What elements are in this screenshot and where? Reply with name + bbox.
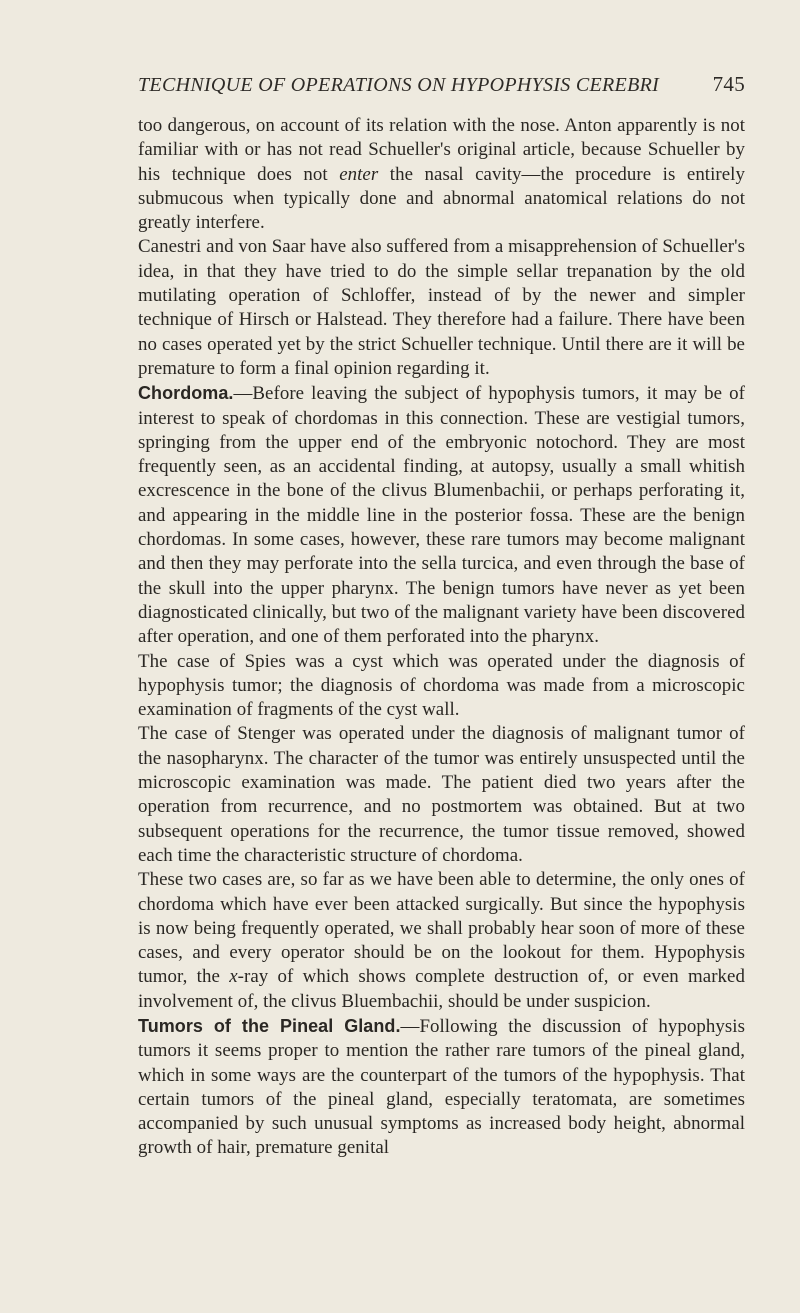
paragraph-stenger bbox=[138, 722, 745, 868]
running-head bbox=[138, 72, 745, 97]
running-head-title: TECHNIQUE OF OPERATIONS ON HYPOPHYSIS CEREBRI bbox=[138, 74, 660, 96]
section-heading-chordoma: Chordoma. bbox=[138, 383, 234, 404]
paragraph-chordoma bbox=[138, 381, 745, 649]
paragraph-text: too dangerous, on account of its relation with the nose. Anton apparently is not familiar with or has not read Schueller's original article, because Schueller by his technique does not bbox=[138, 115, 745, 185]
paragraph-text: -ray of which shows complete destruction of, or even marked involvement of, the clivus Bluembachii, should be under suspicion. bbox=[138, 966, 745, 1012]
body-text bbox=[138, 114, 745, 1161]
paragraph-pineal bbox=[138, 1014, 745, 1161]
paragraph-text: The case of Spies was a cyst which was operated under the diagnosis of hypophysis tumor; the diagnosis of chordoma was made from a microscopic examination of fragments of the cyst wall. bbox=[138, 650, 745, 721]
paragraph-text: —Following the discussion of hypophysis tumors it seems proper to mention the rather rare tumors of the pineal gland, which in some ways are the counterpart of the tumors of the hypophysis. That certain tumors of the pineal gland, especially teratomata, are sometimes accompanied by such unusual symptoms as increased body height, abnormal growth of hair, premature genital bbox=[138, 1015, 745, 1159]
italic-variable: x bbox=[229, 966, 238, 988]
paragraph-text: These two cases are, so far as we have been able to determine, the only ones of chordoma which have ever been attacked surgically. But since the hypophysis is now being frequently operated, we shall probably hear soon of more of these cases, and every operator should be on the lookout for them. Hypophysis tumor, the bbox=[138, 869, 745, 988]
page-number: 745 bbox=[712, 72, 745, 96]
paragraph-text: Canestri and von Saar have also suffered from a misapprehension of Schueller's idea, in that they have tried to do the simple sellar trepanation by the old mutilating operation of Schloffer, instead of by the newer and simpler technique of Hirsch or Halstead. They therefore had a failure. There have been no cases operated yet by the strict Schueller technique. Until there are it will be premature to form a final opinion regarding it. bbox=[138, 236, 745, 379]
paragraph-two-cases bbox=[138, 868, 745, 1014]
paragraph-text: The case of Stenger was operated under the diagnosis of malignant tumor of the nasopharynx. The character of the tumor was entirely unsuspected until the microscopic examination was made. The patient died two years after the operation from recurrence, and no postmortem was obtained. But at two subsequent operations for the recurrence, the tumor tissue removed, showed each time the characteristic structure of chordoma. bbox=[138, 723, 745, 866]
paragraph-spies bbox=[138, 650, 745, 723]
paragraph-text: —Before leaving the subject of hypophysis tumors, it may be of interest to speak of chordomas in this connection. These are vestigial tumors, springing from the upper end of the embryonic notochord. They are most frequently seen, as an accidental finding, at autopsy, usually a small whitish excrescence in the bone of the clivus Blumenbachii, or perhaps perforating it, and appearing in the middle line in the posterior fossa. These are the benign chordomas. In some cases, however, these rare tumors may become malignant and then they may perforate into the sella turcica, and even through the base of the skull into the upper pharynx. The benign tumors have never as yet been diagnosticated clinically, but two of the malignant variety have been discovered after operation, and one of them perforated into the pharynx. bbox=[138, 383, 745, 648]
section-heading-pineal: Tumors of the Pineal Gland. bbox=[138, 1015, 401, 1036]
italic-term: enter bbox=[339, 163, 379, 185]
paragraph-canestri bbox=[138, 235, 745, 381]
paragraph-anton bbox=[138, 114, 745, 235]
paragraph-text: the nasal cavity—the procedure is entirely submucous when typically done and abnormal anatomical relations do not greatly interfere. bbox=[138, 163, 745, 234]
